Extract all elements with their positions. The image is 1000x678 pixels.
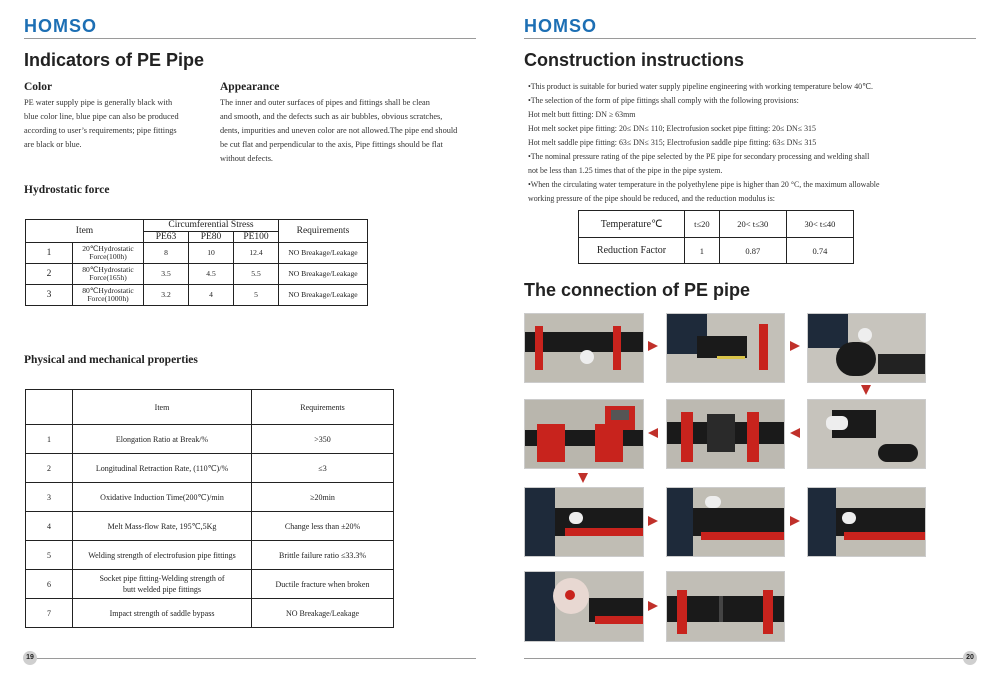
row-value: 3.5 [144,264,189,285]
row-item: 80℃Hydrostatic Force(165h) [73,264,144,285]
temperature-label: Temperature℃ [579,211,685,238]
row-value: 10 [189,243,234,264]
left-header-rule [24,38,476,39]
arrow-right-icon [648,341,658,351]
connection-photo [524,487,644,557]
connection-photo [524,571,644,642]
row-value: 5 [234,285,279,306]
connection-photo [524,313,644,383]
connection-photo [807,399,926,469]
table-row: 1 Elongation Ratio at Break/% >350 [26,425,394,454]
right-page-number: 20 [963,651,977,665]
table-row: 3 Oxidative Induction Time(200℃)/min ≥20min [26,483,394,512]
left-footer-rule [24,658,476,659]
table-row [26,243,368,264]
table-row: 4 Melt Mass-flow Rate, 195℃,5Kg Change less than ±20% [26,512,394,541]
appearance-line: The inner and outer surfaces of pipes and fittings shall be clean [220,98,430,107]
row-item: 80℃Hydrostatic Force(1000h) [73,285,144,306]
row-requirement: NO Breakage/Leakage [279,285,368,306]
hydrostatic-col-stress: Circumferential Stress [144,220,279,232]
reduction-factor-label: Reduction Factor [579,238,685,264]
reduction-factor-value: 0.87 [719,238,786,264]
table-row [26,264,368,285]
left-page-title: Indicators of PE Pipe [24,50,205,70]
arrow-left-icon [648,428,658,438]
connection-photo [666,313,785,383]
connection-photo [666,399,785,469]
left-logo: HOMSO [24,16,98,36]
appearance-paragraph [220,96,482,166]
hydrostatic-col-item: Item [26,220,144,243]
physical-col-item: Item [73,390,252,425]
temperature-value: t≤20 [685,211,720,238]
connection-photo [807,313,926,383]
row-number: 3 [26,285,73,306]
row-requirement: NO Breakage/Leakage [279,243,368,264]
left-page-number: 19 [23,651,37,665]
connection-photo [524,399,644,469]
instruction-line: •When the circulating water temperature in the polyethylene pipe is higher than 20 °C, the maximum allowable [528,180,880,189]
right-page-title: Construction instructions [524,50,744,70]
instruction-line: •The selection of the form of pipe fittings shall comply with the following provisions: [528,96,799,105]
reduction-table [578,210,854,264]
row-value: 5.5 [234,264,279,285]
arrow-right-icon [790,341,800,351]
hydrostatic-col-req: Requirements [279,220,368,243]
hydrostatic-table [25,219,368,306]
table-row: 2 Longitudinal Retraction Rate, (110℃)/% ≤3 [26,454,394,483]
arrow-right-icon [790,516,800,526]
appearance-line: dents, impurities and uneven color are not allowed.The pipe end should [220,126,458,135]
hydrostatic-sub-col: PE80 [189,232,234,243]
instruction-line: Hot melt saddle pipe fitting: 63≤ DN≤ 315; Electrofusion saddle pipe fitting: 63≤ DN≤ 315 [528,138,817,147]
row-value: 4 [189,285,234,306]
arrow-down-icon [861,385,871,395]
table-row: 5 Welding strength of electrofusion pipe fittings Brittle failure ratio ≤33.3% [26,541,394,570]
row-item: 20℃Hydrostatic Force(100h) [73,243,144,264]
physical-col-req: Requirements [252,390,394,425]
temperature-value: 20< t≤30 [719,211,786,238]
right-logo: HOMSO [524,16,598,36]
temperature-value: 30< t≤40 [786,211,853,238]
row-value: 4.5 [189,264,234,285]
instruction-line: •The nominal pressure rating of the pipe selected by the PE pipe for secondary processing and welding shall [528,152,870,161]
reduction-factor-value: 0.74 [786,238,853,264]
instruction-line: Hot melt butt fitting: DN ≥ 63mm [528,110,636,119]
reduction-factor-value: 1 [685,238,720,264]
instruction-line: not be less than 1.25 times that of the pipe in the pipe system. [528,166,723,175]
right-header-rule [524,38,976,39]
hydrostatic-sub-col: PE63 [144,232,189,243]
color-line: according to user’s requirements; pipe fittings [24,126,177,135]
right-footer-rule [524,658,976,659]
instruction-line: Hot melt socket pipe fitting: 20≤ DN≤ 110; Electrofusion socket pipe fitting: 20≤ DN≤ 315 [528,124,816,133]
row-number: 2 [26,264,73,285]
color-line: are black or blue. [24,140,82,149]
row-value: 8 [144,243,189,264]
connection-title: The connection of PE pipe [524,280,751,300]
arrow-right-icon [648,516,658,526]
row-value: 12.4 [234,243,279,264]
connection-photo [807,487,926,557]
physical-col-no [26,390,73,425]
instruction-line: working pressure of the pipe should be reduced, and the reduction modulus is: [528,194,775,203]
arrow-down-icon [578,473,588,483]
construction-instructions [528,80,879,206]
appearance-line: be cut flat and perpendicular to the axis, Pipe fittings should be flat [220,140,443,149]
appearance-heading: Appearance [220,81,280,93]
color-heading: Color [24,81,53,93]
table-row: 6 Socket pipe fitting-Welding strength of butt welded pipe fittings Ductile fracture when broken [26,570,394,599]
arrow-right-icon [648,601,658,611]
connection-photo [666,571,785,642]
hydrostatic-heading: Hydrostatic force [24,184,110,196]
arrow-left-icon [790,428,800,438]
connection-photo [666,487,785,557]
hydrostatic-sub-col: PE100 [234,232,279,243]
row-value: 3.2 [144,285,189,306]
physical-heading: Physical and mechanical properties [24,354,198,366]
row-requirement: NO Breakage/Leakage [279,264,368,285]
table-row [26,285,368,306]
table-row: 7 Impact strength of saddle bypass NO Breakage/Leakage [26,599,394,628]
color-line: blue color line, blue pipe can also be produced [24,112,179,121]
color-paragraph [24,96,196,152]
row-number: 1 [26,243,73,264]
physical-table [25,389,394,628]
color-line: PE water supply pipe is generally black with [24,98,173,107]
instruction-line: •This product is suitable for buried water supply pipeline engineering with working temperature below 40℃. [528,82,873,91]
appearance-line: and smooth, and the defects such as air bubbles, obvious scratches, [220,112,443,121]
appearance-line: without defects. [220,154,273,163]
